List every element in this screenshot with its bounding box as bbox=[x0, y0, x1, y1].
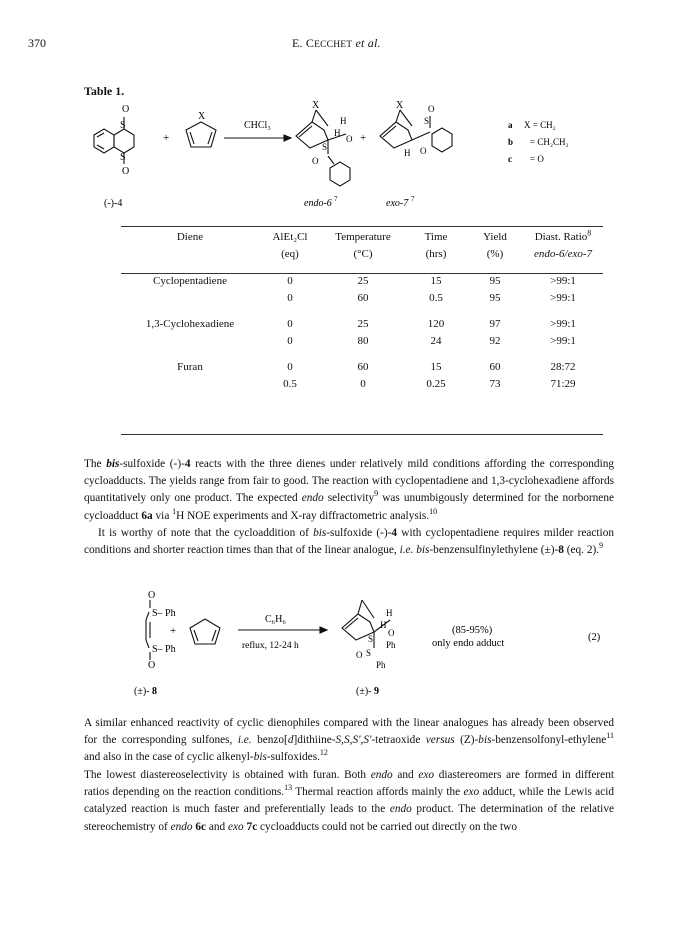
equation-number: (2) bbox=[588, 632, 601, 643]
legend-key-c: c bbox=[508, 154, 512, 164]
col-header-yield: Yield bbox=[483, 230, 507, 243]
running-header-authors bbox=[292, 36, 381, 51]
cell-eq: 0 bbox=[287, 334, 293, 347]
s2-h1: H bbox=[386, 608, 393, 618]
col-header-diene: Diene bbox=[176, 230, 204, 243]
col-header-time: Time bbox=[424, 230, 448, 243]
diene-structure bbox=[186, 122, 216, 147]
sm-oxygen-bottom: O bbox=[122, 166, 130, 177]
yield-text: (85-95%) bbox=[452, 625, 493, 636]
cell-temp: 80 bbox=[357, 334, 369, 347]
table-row bbox=[121, 289, 603, 306]
cell-diene bbox=[121, 289, 259, 306]
col-subheader-eq: (eq) bbox=[281, 247, 299, 260]
cell-ratio: >99:1 bbox=[550, 334, 576, 347]
cell-yield: 73 bbox=[489, 377, 501, 390]
col-subheader-percent: (%) bbox=[486, 247, 504, 260]
cell-temp: 0 bbox=[360, 377, 366, 390]
exo-s: S bbox=[424, 116, 430, 126]
cell-time: 24 bbox=[430, 334, 442, 347]
endo-o2: O bbox=[312, 156, 319, 166]
authors-prefix: E. C bbox=[292, 36, 315, 50]
cell-eq: 0.5 bbox=[283, 377, 297, 390]
paragraph-3: A similar enhanced reactivity of cyclic dienophiles compared with the linear analogues has already been observed for the corresponding sulfones, i.e. benzo[d]dithiine-S,S,S',S'-tetraoxide versus (Z)-bis-benzensolfonyl-ethylene$^{11}$ and also in the case of cyclic alkenyl-bis-sulfoxides.$^{12}$ bbox=[84, 717, 614, 764]
reaction-scheme-1 bbox=[84, 98, 614, 218]
col-header-temperature: Temperature bbox=[335, 230, 391, 243]
cell-ratio: 71:29 bbox=[550, 377, 576, 390]
cell-eq: 0 bbox=[287, 360, 293, 373]
cell-ratio: 28:72 bbox=[550, 360, 576, 373]
authors-smallcaps: ECCHET bbox=[314, 40, 353, 50]
cell-diene bbox=[121, 375, 259, 392]
reagent-chcl3: CHCl₃ bbox=[244, 120, 271, 131]
table-row bbox=[121, 375, 603, 392]
exo-h: H bbox=[404, 148, 411, 158]
table-header-row-2 bbox=[121, 245, 603, 262]
svg-text:+: + bbox=[163, 132, 170, 144]
col-subheader-hrs: (hrs) bbox=[425, 247, 447, 260]
paragraph-1: The bis-sulfoxide (-)-4 reacts with the three dienes under relatively mild conditions affording the corresponding cycloadducts. The yields range from fair to good. The reaction with cyclopentadiene and 1,3-cyclohexadiene affords quantitatively only one product. The expected endo selectivity$^9$ was unumbigously determined for the norbornene cycloadduct 6a via $^1$H NOE experiments and X-ray diffractometric analysis.$^{10}$ bbox=[84, 458, 615, 522]
cell-time: 15 bbox=[430, 360, 442, 373]
exo-o2: O bbox=[420, 146, 427, 156]
diast-ratio-ref: 8 bbox=[587, 227, 592, 237]
cell-time: 15 bbox=[430, 274, 442, 287]
reagent-conditions: reflux, 12-24 h bbox=[242, 641, 299, 651]
cell-time: 0.5 bbox=[429, 291, 443, 304]
cell-ratio: >99:1 bbox=[550, 317, 576, 330]
col-subheader-diene bbox=[121, 245, 259, 262]
cell-diene: Cyclopentadiene bbox=[153, 274, 227, 287]
endo-h1: H bbox=[340, 116, 347, 126]
cell-diene: Furan bbox=[177, 360, 203, 373]
legend-value-b: = CH₂CH₂ bbox=[530, 137, 569, 147]
cell-eq: 0 bbox=[287, 291, 293, 304]
s2-ph2: Ph bbox=[376, 660, 386, 670]
legend-key-a: a bbox=[508, 120, 513, 130]
table-row bbox=[121, 332, 603, 349]
cell-time: 120 bbox=[427, 317, 445, 330]
endo-h2: H bbox=[334, 128, 341, 138]
s2-o2: O bbox=[356, 650, 363, 660]
cell-ratio: >99:1 bbox=[550, 291, 576, 304]
cell-temp: 25 bbox=[357, 274, 369, 287]
adduct-text: only endo adduct bbox=[432, 638, 505, 649]
table-row bbox=[121, 358, 603, 375]
endo-o: O bbox=[346, 134, 353, 144]
label-8: 8 bbox=[152, 686, 157, 697]
cell-eq: 0 bbox=[287, 317, 293, 330]
label-9: 9 bbox=[374, 686, 379, 697]
paragraph-2: It is worthy of note that the cycloaddition of bis-sulfoxide (-)-4 with cyclopentadiene requires milder reaction conditions and shorter reaction times than that of the linear analogue, i.e. bis-benzensulfinylethylene (±)-8 (eq. 2).$^9$ bbox=[84, 527, 614, 557]
cell-temp: 60 bbox=[357, 291, 369, 304]
exo-o: O bbox=[428, 104, 435, 114]
table-header-row-1 bbox=[121, 228, 603, 245]
cell-eq: 0 bbox=[287, 274, 293, 287]
cell-yield: 97 bbox=[489, 317, 501, 330]
svg-text:+: + bbox=[360, 132, 367, 144]
paragraph-4: The lowest diastereoselectivity is obtained with furan. Both endo and exo diastereomers are formed in different ratios depending on the reaction conditions.$^{13}$ Thermal reaction affords mainly the exo adduct, while the Lewis acid catalyzed reaction is much faster and preferentially leads to the endo product. The determination of the relative stereochemistry of endo 6c and exo 7c cycloadducts could not be carried out directly on the two bbox=[84, 769, 614, 833]
sm-sulfur-top: S bbox=[120, 120, 126, 131]
table-top-rule bbox=[121, 226, 603, 227]
label-endo: endo-6 bbox=[304, 198, 332, 209]
authors-etal: et al. bbox=[355, 36, 381, 50]
cell-yield: 95 bbox=[489, 291, 501, 304]
cell-ratio: >99:1 bbox=[550, 274, 576, 287]
exo-x: X bbox=[396, 100, 404, 111]
sm-oxygen-top: O bbox=[122, 104, 130, 115]
table-header-rule bbox=[121, 273, 603, 274]
cell-yield: 60 bbox=[489, 360, 501, 373]
s2-h2: H bbox=[380, 620, 387, 630]
s2-s: S bbox=[368, 634, 374, 644]
s2-o: O bbox=[388, 628, 395, 638]
s2-oxygen-bottom: O bbox=[148, 660, 156, 671]
table-title: Table 1. bbox=[84, 84, 125, 98]
cell-temp: 60 bbox=[357, 360, 369, 373]
label-9-prefix: (±)- bbox=[356, 686, 372, 697]
cell-time: 0.25 bbox=[426, 377, 446, 390]
s2-ph1: Ph bbox=[386, 640, 396, 650]
sm-sulfur-bottom: S bbox=[120, 152, 126, 163]
table-row bbox=[121, 315, 603, 332]
label-8-prefix: (±)- bbox=[134, 686, 150, 697]
label-exo: exo-7 bbox=[386, 198, 409, 209]
label-endo-ref: 7 bbox=[334, 195, 338, 203]
diene-x: X bbox=[198, 111, 206, 122]
cell-yield: 95 bbox=[489, 274, 501, 287]
endo-s: S bbox=[322, 142, 328, 152]
table-row bbox=[121, 272, 603, 289]
s2-sph-bottom: S– Ph bbox=[152, 644, 176, 655]
page-number: 370 bbox=[28, 36, 46, 50]
cell-temp: 25 bbox=[357, 317, 369, 330]
reaction-scheme-2 bbox=[130, 590, 630, 700]
reagent-benzene: C₆H₆ bbox=[265, 614, 286, 625]
starting-material-structure bbox=[94, 117, 134, 164]
s2-sph-top: S– Ph bbox=[152, 608, 176, 619]
col-subheader-celsius: (°C) bbox=[353, 247, 373, 260]
table-bottom-rule bbox=[121, 434, 603, 435]
col-header-diast-ratio: Diast. Ratio$^8$ bbox=[534, 227, 592, 243]
cell-diene bbox=[121, 332, 259, 349]
svg-text:+: + bbox=[170, 625, 177, 637]
legend-key-b: b bbox=[508, 137, 514, 147]
col-subheader-ratio: endo-6/exo-7 bbox=[533, 247, 593, 260]
label-exo-ref: 7 bbox=[411, 195, 415, 203]
results-table bbox=[121, 228, 603, 392]
cell-yield: 92 bbox=[489, 334, 501, 347]
s2-oxygen-top: O bbox=[148, 590, 156, 601]
exo-product-structure bbox=[380, 110, 452, 152]
legend-value-a: X = CH₂ bbox=[524, 120, 556, 130]
s2-s2: S bbox=[366, 648, 372, 658]
label-sm: (-)-4 bbox=[104, 198, 123, 209]
endo-x: X bbox=[312, 100, 320, 111]
legend-value-c: = O bbox=[530, 154, 544, 164]
cell-diene: 1,3-Cyclohexadiene bbox=[145, 317, 235, 330]
col-header-alet2cl: AlEt₂Cl bbox=[272, 230, 308, 243]
